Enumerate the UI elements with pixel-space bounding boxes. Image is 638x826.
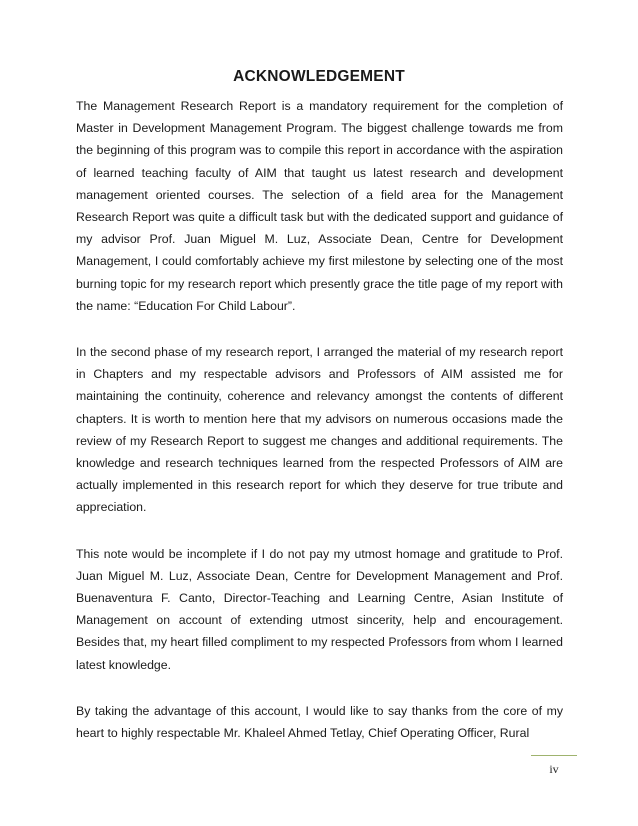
footer-rule	[531, 755, 577, 756]
page-title: ACKNOWLEDGEMENT	[233, 68, 405, 85]
paragraph-3: This note would be incomplete if I do not pay my utmost homage and gratitude to Prof. Juan Miguel M. Luz, Associate Dean, Centre for Development Management and Prof. Buenaventura F. Canto, Director-Teaching and Learning Centre, Asian Institute of Management on account of extending utmost sincerity, help and encouragement. Besides that, my heart filled compliment to my respected Professors from whom I learned latest knowledge.	[76, 546, 563, 672]
document-body	[76, 95, 563, 768]
paragraph-4: By taking the advantage of this account, I would like to say thanks from the core of my heart to highly respectable Mr. Khaleel Ahmed Tetlay, Chief Operating Officer, Rural	[76, 703, 563, 741]
page-number: iv	[549, 762, 559, 776]
paragraph-2: In the second phase of my research report, I arranged the material of my research report in Chapters and my respectable advisors and Professors of AIM assisted me for maintaining the continuity, coherence and relevancy amongst the contents of different chapters. It is worth to mention here that my advisors on numerous occasions made the review of my Research Report to suggest me changes and additional requirements. The knowledge and research techniques learned from the respected Professors of AIM are actually implemented in this research report for which they deserve for true tribute and appreciation.	[76, 345, 563, 515]
paragraph-1: The Management Research Report is a mandatory requirement for the completion of Master in Development Management Program. The biggest challenge towards me from the beginning of this program was to compile this report in accordance with the aspiration of learned teaching faculty of AIM that taught us latest research and development management oriented courses. The selection of a field area for the Management Research Report was quite a difficult task but with the dedicated support and guidance of my advisor Prof. Juan Miguel M. Luz, Associate Dean, Centre for Development Management, I could comfortably achieve my first milestone by selecting one of the most burning topic for my research report which presently grace the title page of my report with the name: “Education For Child Labour”.	[76, 99, 563, 313]
